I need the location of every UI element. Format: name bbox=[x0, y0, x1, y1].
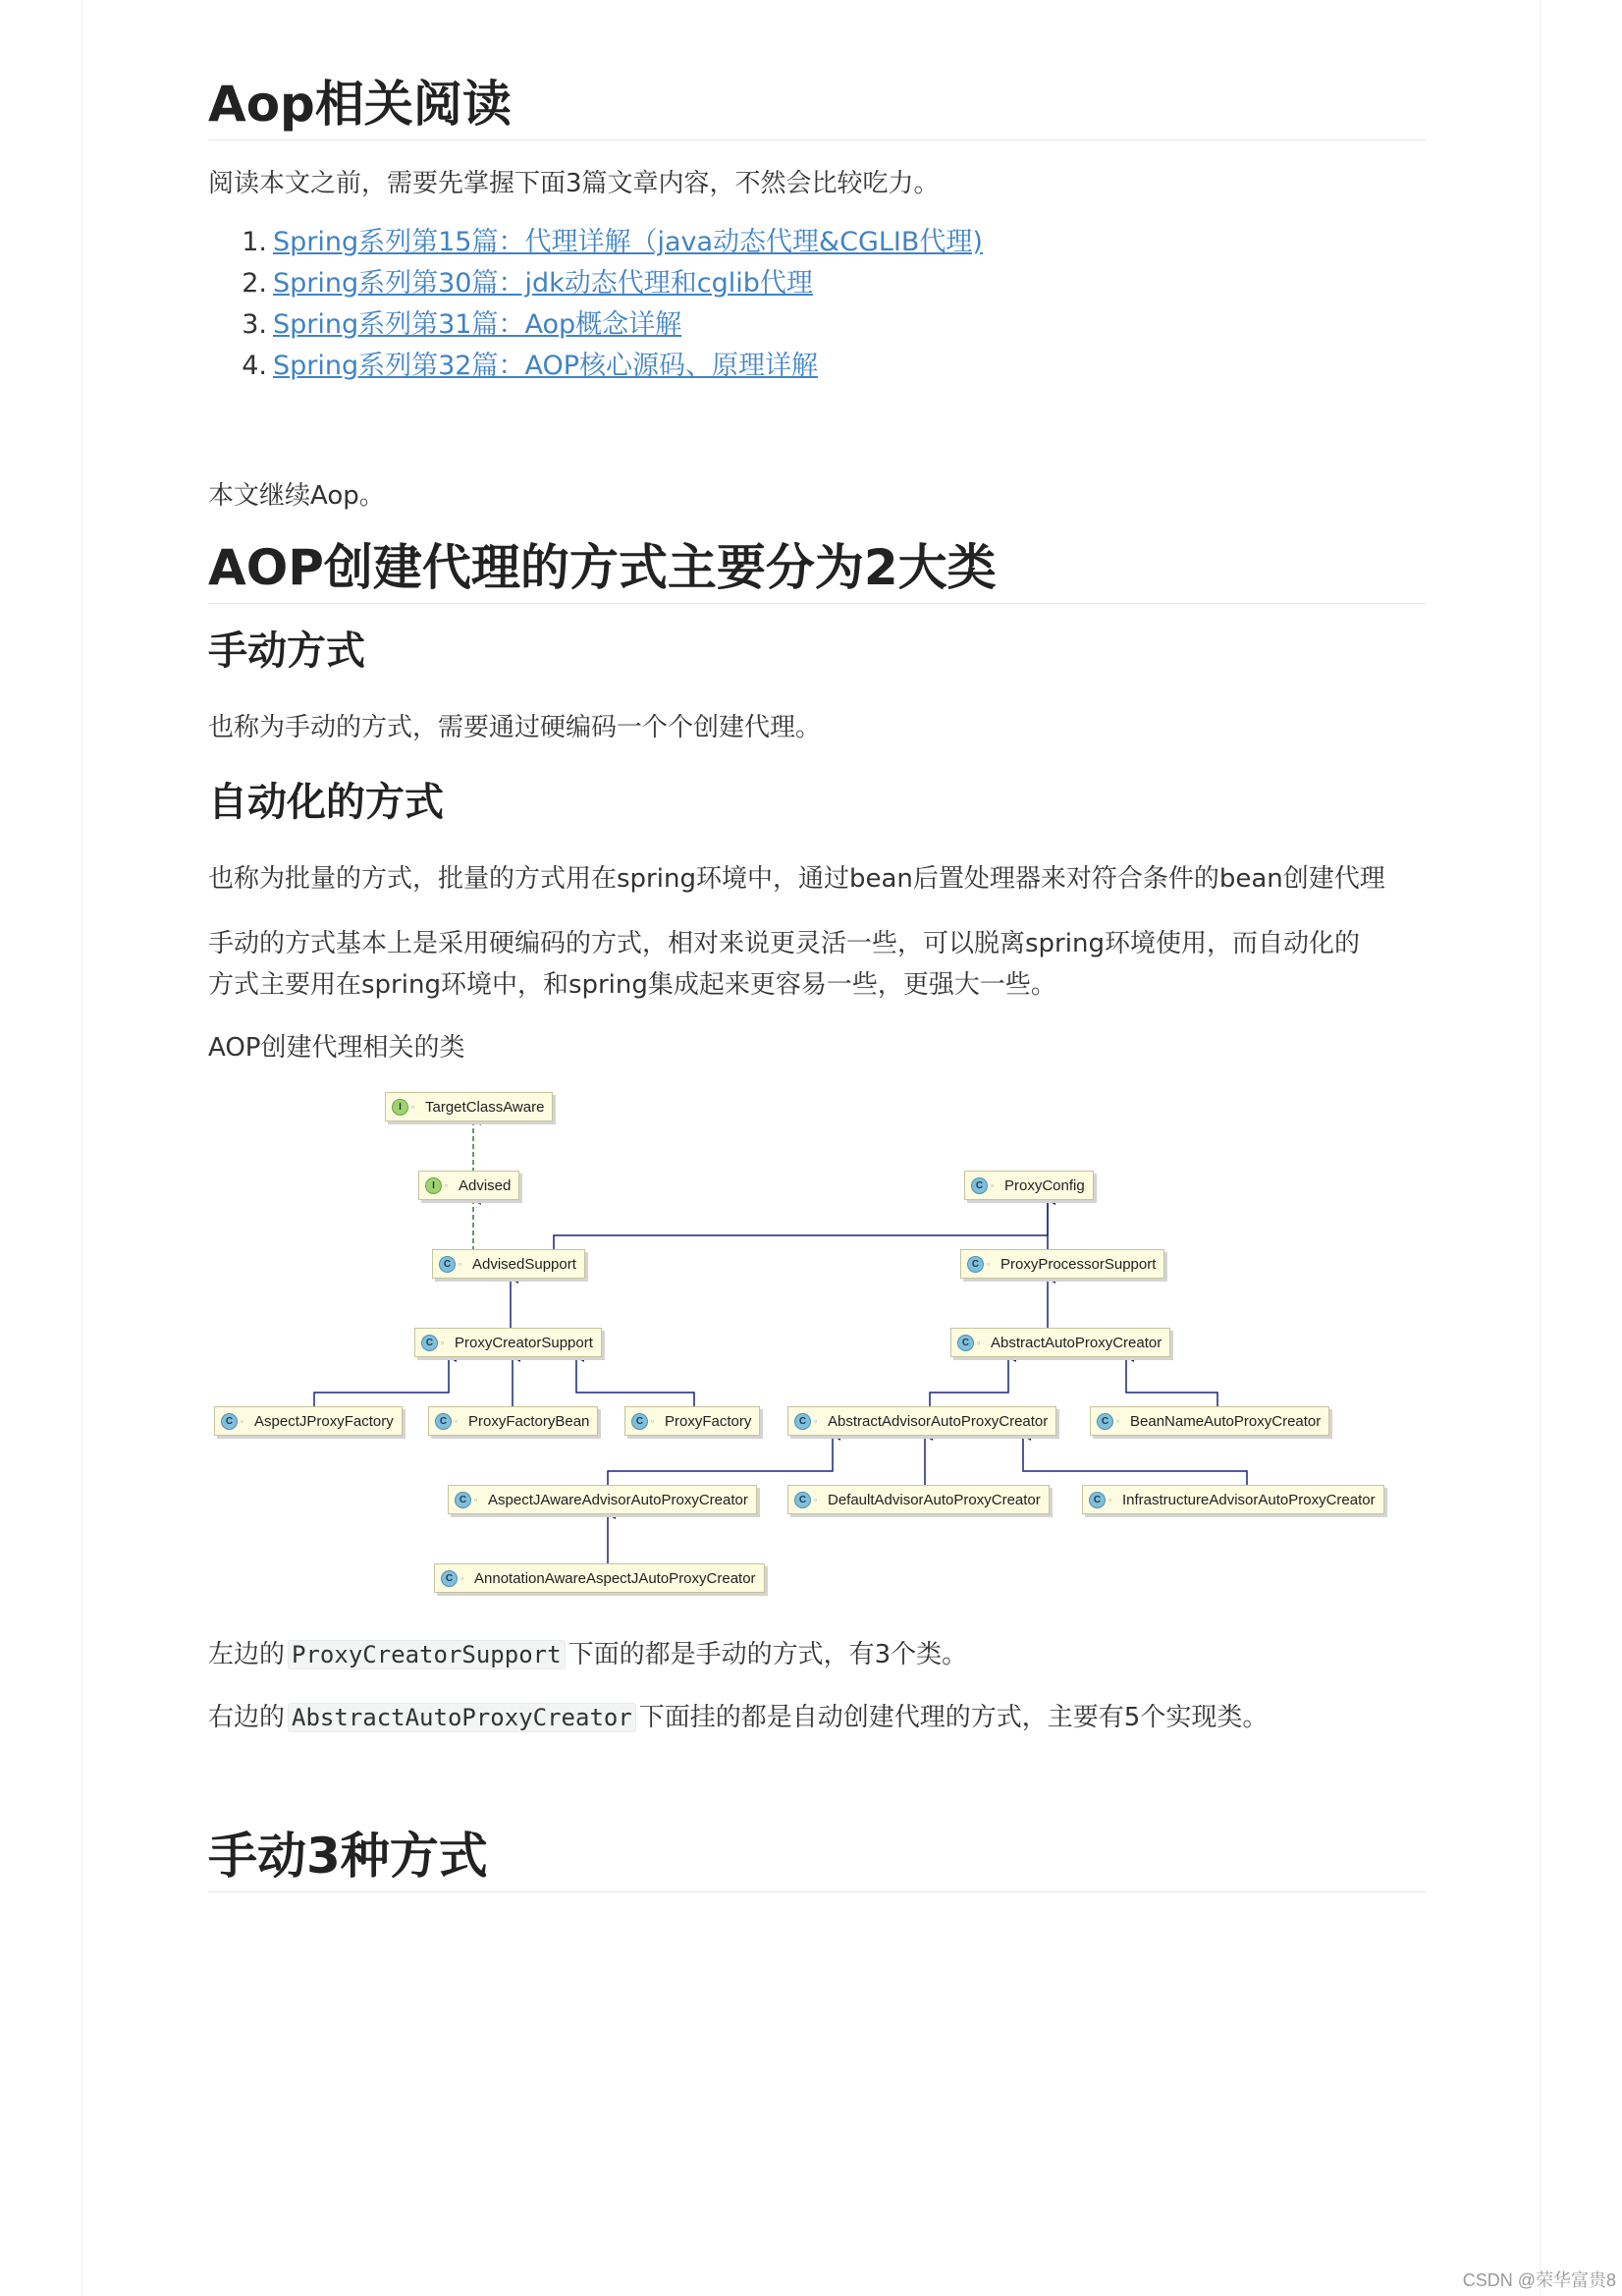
class-icon: C bbox=[455, 1492, 471, 1508]
auto-paragraph: 也称为批量的方式，批量的方式用在spring环境中，通过bean后置处理器来对符合条件的bean创建代理 bbox=[208, 864, 1385, 894]
class-icon: C bbox=[221, 1413, 238, 1430]
lock-icon: ▫ bbox=[474, 1495, 478, 1504]
note-text: 下面的都是手动的方式，有3个类。 bbox=[568, 1640, 968, 1669]
note-text: 左边的 bbox=[208, 1640, 286, 1669]
diagram-edges bbox=[208, 1090, 1426, 1611]
manual-paragraph: 也称为手动的方式，需要通过硬编码一个个创建代理。 bbox=[208, 713, 822, 742]
class-name: ProxyProcessorSupport bbox=[1000, 1255, 1157, 1273]
class-name: TargetClassAware bbox=[425, 1098, 545, 1116]
class-icon: C bbox=[631, 1413, 648, 1430]
class-icon: C bbox=[794, 1413, 811, 1430]
interface-icon: I bbox=[425, 1177, 442, 1194]
class-name: AdvisedSupport bbox=[472, 1255, 576, 1273]
class-name: AspectJProxyFactory bbox=[254, 1412, 394, 1430]
class-name: ProxyFactoryBean bbox=[468, 1412, 590, 1430]
inline-code: AbstractAutoProxyCreator bbox=[288, 1703, 636, 1732]
intro-paragraph: 阅读本文之前，需要先掌握下面3篇文章内容，不然会比较吃力。 bbox=[208, 169, 940, 198]
class-node bbox=[950, 1328, 1170, 1357]
heading-manual-three-ways: 手动3种方式 bbox=[208, 1827, 1426, 1892]
lock-icon: ▫ bbox=[814, 1416, 818, 1426]
lock-icon: ▫ bbox=[1116, 1416, 1120, 1426]
class-name: AspectJAwareAdvisorAutoProxyCreator bbox=[488, 1491, 748, 1508]
right-note-paragraph bbox=[208, 1697, 1268, 1738]
class-name: AnnotationAwareAspectJAutoProxyCreator bbox=[474, 1569, 756, 1587]
compare-line-1: 手动的方式基本上是采用硬编码的方式，相对来说更灵活一些，可以脱离spring环境使用，而自动化的 bbox=[208, 929, 1360, 958]
class-node bbox=[1090, 1406, 1329, 1436]
link-spring-32[interactable]: Spring系列第32篇：AOP核心源码、原理详解 bbox=[273, 351, 819, 381]
lock-icon: ▫ bbox=[455, 1416, 459, 1426]
class-icon: C bbox=[1089, 1492, 1106, 1508]
class-node bbox=[960, 1249, 1164, 1279]
class-icon: C bbox=[435, 1413, 452, 1430]
list-item bbox=[208, 222, 983, 263]
class-node bbox=[414, 1328, 602, 1357]
class-icon: C bbox=[439, 1256, 456, 1273]
lock-icon: ▫ bbox=[460, 1573, 464, 1583]
class-name: AbstractAutoProxyCreator bbox=[991, 1334, 1162, 1351]
inline-code: ProxyCreatorSupport bbox=[288, 1640, 566, 1669]
class-node bbox=[448, 1485, 757, 1514]
list-number: 1. bbox=[242, 227, 267, 257]
compare-line-2: 方式主要用在spring环境中，和spring集成起来更容易一些，更强大一些。 bbox=[208, 970, 1056, 1000]
class-icon: C bbox=[971, 1177, 988, 1194]
link-spring-30[interactable]: Spring系列第30篇：jdk动态代理和cglib代理 bbox=[273, 268, 813, 299]
lock-icon: ▫ bbox=[459, 1259, 462, 1269]
note-text: 下面挂的都是自动创建代理的方式，主要有5个实现类。 bbox=[638, 1703, 1269, 1732]
list-item bbox=[208, 346, 983, 387]
class-icon: C bbox=[967, 1256, 984, 1273]
class-node bbox=[624, 1406, 760, 1436]
list-number: 2. bbox=[242, 268, 267, 299]
class-node bbox=[432, 1249, 585, 1279]
class-node bbox=[214, 1406, 403, 1436]
class-name: ProxyConfig bbox=[1004, 1176, 1085, 1194]
csdn-watermark: CSDN @荣华富贵8 bbox=[1462, 2270, 1616, 2290]
class-hierarchy-diagram bbox=[208, 1090, 1426, 1611]
heading-aop-proxy-types: AOP创建代理的方式主要分为2大类 bbox=[208, 538, 1426, 604]
class-icon: C bbox=[1097, 1413, 1113, 1430]
link-spring-31[interactable]: Spring系列第31篇：Aop概念详解 bbox=[273, 309, 682, 340]
class-name: ProxyFactory bbox=[665, 1412, 752, 1430]
heading-manual: 手动方式 bbox=[208, 629, 365, 674]
lock-icon: ▫ bbox=[1108, 1495, 1112, 1504]
lock-icon: ▫ bbox=[814, 1495, 818, 1504]
class-node bbox=[787, 1406, 1056, 1436]
class-node bbox=[964, 1171, 1094, 1200]
list-number: 4. bbox=[242, 351, 267, 381]
lock-icon: ▫ bbox=[241, 1416, 244, 1426]
class-node bbox=[428, 1406, 598, 1436]
note-text: 右边的 bbox=[208, 1703, 286, 1732]
lock-icon: ▫ bbox=[445, 1180, 449, 1190]
class-icon: C bbox=[441, 1570, 458, 1587]
class-name: DefaultAdvisorAutoProxyCreator bbox=[828, 1491, 1041, 1508]
class-node bbox=[385, 1092, 553, 1121]
class-icon: C bbox=[794, 1492, 811, 1508]
lock-icon: ▫ bbox=[441, 1338, 445, 1347]
lock-icon: ▫ bbox=[411, 1102, 415, 1112]
class-icon: C bbox=[957, 1335, 974, 1351]
class-node bbox=[787, 1485, 1050, 1514]
class-node bbox=[418, 1171, 519, 1200]
class-icon: C bbox=[421, 1335, 438, 1351]
class-node bbox=[434, 1563, 765, 1593]
lock-icon: ▫ bbox=[977, 1338, 981, 1347]
lock-icon: ▫ bbox=[991, 1180, 995, 1190]
class-name: AbstractAdvisorAutoProxyCreator bbox=[828, 1412, 1049, 1430]
list-item bbox=[208, 263, 983, 304]
lock-icon: ▫ bbox=[987, 1259, 991, 1269]
left-note-paragraph bbox=[208, 1634, 967, 1675]
heading-aop-reading: Aop相关阅读 bbox=[208, 75, 1426, 140]
class-name: BeanNameAutoProxyCreator bbox=[1130, 1412, 1322, 1430]
lock-icon: ▫ bbox=[651, 1416, 655, 1426]
class-name: ProxyCreatorSupport bbox=[455, 1334, 593, 1351]
class-name: Advised bbox=[459, 1176, 512, 1194]
interface-icon: I bbox=[392, 1099, 408, 1116]
continue-paragraph: 本文继续Aop。 bbox=[208, 481, 385, 511]
class-node bbox=[1082, 1485, 1384, 1514]
link-spring-15[interactable]: Spring系列第15篇：代理详解（java动态代理&CGLIB代理) bbox=[273, 227, 983, 257]
list-item bbox=[208, 304, 983, 346]
class-name: InfrastructureAdvisorAutoProxyCreator bbox=[1122, 1491, 1376, 1508]
reference-list bbox=[208, 222, 983, 387]
list-number: 3. bbox=[242, 309, 267, 340]
heading-auto: 自动化的方式 bbox=[208, 780, 444, 825]
diagram-caption: AOP创建代理相关的类 bbox=[208, 1033, 465, 1063]
